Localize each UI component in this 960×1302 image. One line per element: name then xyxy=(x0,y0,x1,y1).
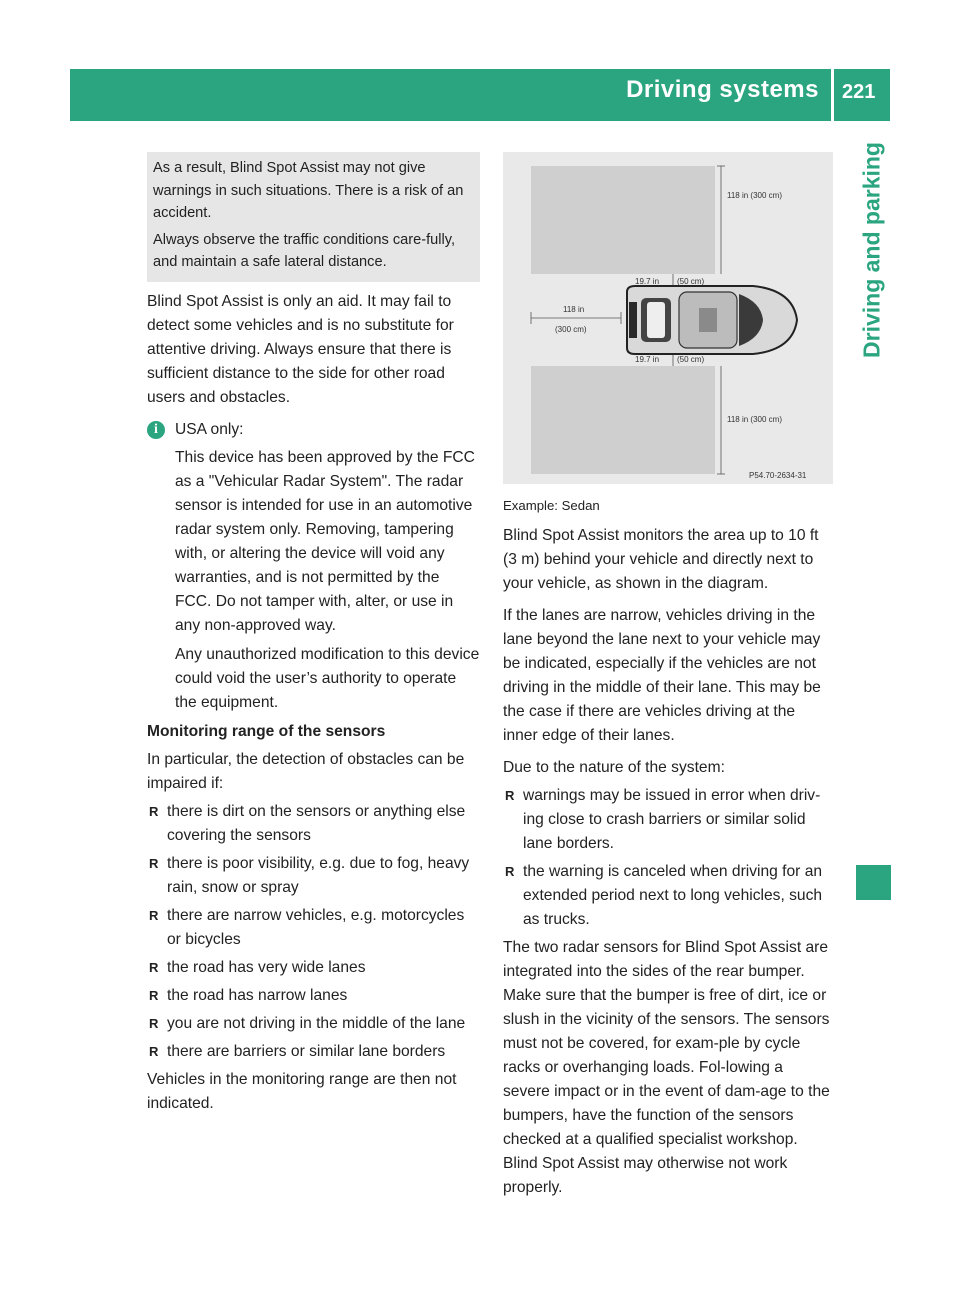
list-item: R there are narrow vehicles, e.g. motorcycles or bicycles xyxy=(147,904,480,952)
list-item: R the warning is canceled when driving for an extended period next to long vehicles, such as trucks. xyxy=(503,860,833,932)
car-top-view xyxy=(627,286,797,354)
figure-reference: P54.70-2634-31 xyxy=(749,471,807,480)
dimension-label: 118 in (300 cm) xyxy=(727,191,782,200)
detection-zone-bottom xyxy=(531,366,715,474)
right-column xyxy=(503,152,833,1208)
note-text: Any unauthorized modification to this device could void the user’s authority to operate the equipment. xyxy=(175,645,480,711)
note-text: This device has been approved by the FCC as a "Vehicular Radar System". The radar sensor is intended for use in an automotive radar system only. Removing, tampering with, or altering the device will void any warranties, and is not permitted by the FCC. Do not tamper with, alter, or use in any non-approved way. xyxy=(175,448,475,634)
warning-box xyxy=(147,152,480,282)
paragraph: Vehicles in the monitoring range are then not indicated. xyxy=(147,1070,457,1112)
bullet-list xyxy=(503,784,833,932)
note-heading: USA only: xyxy=(175,420,244,438)
bullet-list xyxy=(147,800,480,1064)
diagram-graphic xyxy=(503,152,833,484)
list-item: R warnings may be issued in error when driv-ing close to crash barriers or similar solid lane borders. xyxy=(503,784,833,856)
paragraph: If the lanes are narrow, vehicles driving in the lane beyond the lane next to your vehicle may be indicated, especially if the vehicles are not driving in the middle of their lane. This may be the case if there are vehicles driving at the inner edge of their lanes. xyxy=(503,607,821,744)
figure-caption: Example: Sedan xyxy=(503,498,600,513)
section-heading: Monitoring range of the sensors xyxy=(147,722,386,740)
page-number: 221 xyxy=(842,81,876,103)
dimension-label: (300 cm) xyxy=(555,325,587,334)
list-item: R the road has very wide lanes xyxy=(147,956,480,980)
header-divider xyxy=(831,69,834,121)
detection-zone-top xyxy=(531,166,715,274)
list-item: R there are barriers or similar lane borders xyxy=(147,1040,480,1064)
dimension-label: 118 in (300 cm) xyxy=(727,415,782,424)
paragraph: In particular, the detection of obstacles can be impaired if: xyxy=(147,750,465,792)
chapter-tab-label: Driving and parking xyxy=(858,142,885,358)
warning-text: As a result, Blind Spot Assist may not give warnings in such situations. There is a risk of an accident. xyxy=(153,160,464,221)
dimension-label: 19.7 in xyxy=(635,277,660,286)
list-item: R the road has narrow lanes xyxy=(147,984,480,1008)
dimension-label: 118 in xyxy=(563,305,585,314)
chapter-tab-marker xyxy=(856,865,891,900)
list-item: R you are not driving in the middle of the lane xyxy=(147,1012,480,1036)
paragraph: Due to the nature of the system: xyxy=(503,759,725,776)
section-title: Driving systems xyxy=(626,76,819,103)
paragraph: Blind Spot Assist monitors the area up to 10 ft (3 m) behind your vehicle and directly next to your vehicle, as shown in the diagram. xyxy=(503,527,819,592)
list-item: R there is dirt on the sensors or anything else covering the sensors xyxy=(147,800,480,848)
warning-advice: Always observe the traffic conditions care-fully, and maintain a safe lateral distance. xyxy=(153,231,456,270)
dimension-label: 19.7 in xyxy=(635,355,660,364)
left-column xyxy=(147,152,480,1124)
dimension-label: (50 cm) xyxy=(677,277,705,286)
paragraph: Blind Spot Assist is only an aid. It may fail to detect some vehicles and is no substitute for attentive driving. Always ensure that there is sufficient distance to the side for other road users and obstacles. xyxy=(147,292,454,406)
list-item: R there is poor visibility, e.g. due to fog, heavy rain, snow or spray xyxy=(147,852,480,900)
sensor-range-diagram xyxy=(503,152,833,484)
dimension-label: (50 cm) xyxy=(677,355,705,364)
info-icon: i xyxy=(147,421,165,439)
note xyxy=(147,418,480,442)
paragraph: The two radar sensors for Blind Spot Assist are integrated into the sides of the rear bumper. Make sure that the bumper is free of dirt, ice or slush in the vicinity of the sensors. The sensors must not be covered, for exam-ple by cycle racks or overhanging loads. Fol-lowing a severe impact or in the event of dam-age to the bumpers, have the function of the sensors checked at a qualified specialist workshop. Blind Spot Assist may otherwise not work properly. xyxy=(503,939,830,1196)
note-body xyxy=(175,446,480,715)
